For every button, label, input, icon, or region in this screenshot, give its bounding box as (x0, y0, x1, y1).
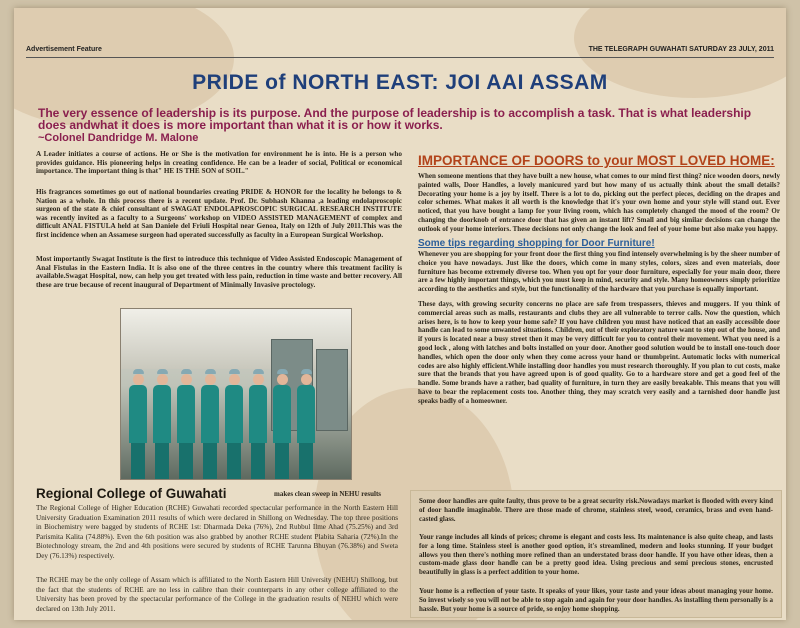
newspaper-page (14, 8, 786, 620)
handle-range-paragraph: Your range includes all kinds of prices; chrome is elegant and costs less. Its maintenance is also quite cheap, and lasts for a long time. Stainless steel is another good option, it's streamlined, modern and looks stunning. If your budget allows you then there's nothing more refined than an understated brass door handle. If you have other ideas, then a custom-made glass door handle can be a pretty good idea. Using precious and semi precious stones, encrusted beautifully in glass is a perfect addition to your home. (419, 533, 773, 577)
header-section-label: Advertisement Feature (26, 46, 102, 53)
door-tips-heading: Some tips regarding shopping for Door Furniture! (418, 238, 655, 249)
regional-college-heading: Regional College of Guwahati (36, 486, 227, 501)
page-title: PRIDE of NORTH EAST: JOI AAI ASSAM (192, 71, 608, 94)
header-masthead: THE TELEGRAPH GUWAHATI SATURDAY 23 JULY, 2011 (588, 46, 774, 53)
doors-heading: IMPORTANCE OF DOORS to your MOST LOVED HOME: (418, 153, 775, 168)
rche-results-paragraph: The Regional College of Higher Education (RCHE) Guwahati recorded spectacular performance in the North Eastern Hill University Graduation Examination 2011 results of which were declared in Shillong on Wednesday. The top three positions in Biochemistry were bagged by students of RCHE 1st: Dharmada Deka (76%), 2nd Rubbul Ilme Ahad (75.25%) and 3rd Parismita Kalita (74.88%). Even the 6th position was also grabbed by another RCHE student Plabita Saharia (72%).In the Biotechnology stream, the 2nd and 4th positions were secured by students of RCHE Tarunna Bhuyan (76.38%) and Sweta Dey (76.13%) respectively. (36, 504, 398, 560)
leadership-quote: The very essence of leadership is its purpose. And the purpose of leadership is to accomplish a task. That is what leadership does andwhat it does is more important than what it is or how it works. (38, 106, 752, 132)
doors-intro-paragraph: When someone mentions that they have built a new house, what comes to our mind first thing? nice wooden doors, newly painted walls, Door Handles, a lovely manicured yard but how many of us actually think about the small details? Decorating your home is a joy by itself. There is a lot to do, picking out the perfect pieces, deciding on the drapes and color schemes. What makes it all worth is the knowledge that it's your own home and your style will stand out. Ever noticed, that you have bought a lamp for your living room, which has completely changed the mood of the room? Or changing the doorknob of entrance door that has given an instant lift? Small and big similar decisions can change the outlook of your home interiors. These decisions not only change the look and feel of your home but also make you happy. (418, 172, 780, 233)
swagat-paragraph: Most importantly Swagat Institute is the first to introduce this technique of Video Assisted Endoscopic Management of Anal Fistulas in the Eastern India. It is also one of the three centres in the country where this treatment facility is available.Swagat Hospital, now, can help you get treated with less pain, reduction in time waste and better recovery. All these are true because of recent inaugural of Department of Minimally Invasive proctology. (36, 255, 402, 289)
handle-risk-paragraph: Some door handles are quite faulty, thus prove to be a great security risk.Nowadays market is flooded with every kind of door handle imaginable. There are those made of chrome, stainless steel, wood, ceramics, brass and even hand-casted glass. (419, 497, 773, 523)
surgeon-figure (297, 369, 315, 479)
quote-author: ~Colonel Dandridge M. Malone (38, 132, 199, 144)
door-shopping-paragraph: Whenever you are shopping for your front door the first thing you find intensely overwhelming is by the sheer number of choice you have nowadays. Just like the doors, which come in many styles, colors, sizes and even materials, door furniture has become extremely diverse too. When you opt for your door furniture, especially for your main door, there are a few highly important things, which you must keep in mind, security and style. Many homeowners simply prioritize according to the aesthetics and style, but the functionality of the hardware that you purchase is equally important. (418, 250, 780, 294)
leader-paragraph: A Leader initiates a course of actions. He or She is the motivation for environment he is into. He is a person who provides guidance. His pioneering helps in creating confidence. He can be a leader of social, Political or economical importance. The important thing is that" HE IS THE SON of SOIL." (36, 150, 402, 176)
surgeon-figure (225, 369, 243, 479)
door-handle-box (410, 490, 782, 618)
home-reflection-paragraph: Your home is a reflection of your taste. It speaks of your likes, your taste and your ideas about managing your home. So invest wisely so you will not be able to stop again and again for your door handles. As installing them personally is a hassle. But your home is a source of pride, so enjoy home shopping. (419, 587, 773, 613)
surgeon-figure (177, 369, 195, 479)
door-security-paragraph: These days, with growing security concerns no place are safe from trespassers, thieves and muggers. If you think of commercial areas such as malls, restaurants and clubs they are all vulnerable to terror calls. Now the question, which arises here, is to how to keep your home safe? If you have children you must have noticed that an easily accessible door handle can lead to some unwanted situations. Children, out of their exploratory nature want to step out of the house, and if yours is located near a busy street then it may be very difficult for you to control their movement. What you need is a good lock , along with latches and bolts installed on your door. Another good solution would be to install one-touch door handles, which open the door only when they come across your hand or thumbprint. Automatic locks with numerical codes are also highly efficient.While installing door handles you must research thoroughly. If you plan to cut costs, make sure that the brands that you have agreed upon is of good quality. Go to a hardware store and get a good feel of the handle. Some brands have a rather, bad quality of furniture, in turn they are easily breakable. This means that you will have to bear the replacement costs too. Another thing, they may scratch very easily and a tarnished door handle just speaks badly of a homeowner. (418, 300, 780, 405)
surgeon-figure (153, 369, 171, 479)
surgeon-figure (273, 369, 291, 479)
surgeons-group-photo (120, 308, 352, 480)
header-rule (26, 57, 774, 58)
rche-affiliation-paragraph: The RCHE may be the only college of Assam which is affiliated to the North Eastern Hill University (NEHU) Shillong, but the fact that the students of RCHE are no less in calibre than their counterparts in any other college affiliated to the University has been proved by the spectacular performance of the College in the graduation results of NEHU which were declared on 13th July 2011. (36, 576, 398, 613)
regional-college-tagline: makes clean sweep in NEHU results (274, 490, 382, 498)
surgeon-figure (249, 369, 267, 479)
surgeon-figure (201, 369, 219, 479)
khanna-paragraph: His fragrances sometimes go out of national boundaries creating PRIDE & HONOR for the locality he belongs to & Nation as a whole. In this process there is a recent update. Prof. Dr. Subhash Khanna ,a leading endolaproscopic surgeon of the state & chief consultant of SWAGAT ENDOLAPROSCOPIC SURGICAL RESEARCH INSTITUTE was recently invited as a faculty to a Surgeons' workshop on VIDEO ASSISTED MANAGEMENT of complex and difficult ANAL FISTULA held at San Daniele del Friuli Hospital near Genoa, Italy on 12th of July 2011.This was the first incidence when an Assamese surgeon had operated successfully as faculty in a European Surgical Workshop. (36, 188, 402, 239)
surgeon-figure (129, 369, 147, 479)
photo-door (316, 349, 348, 431)
